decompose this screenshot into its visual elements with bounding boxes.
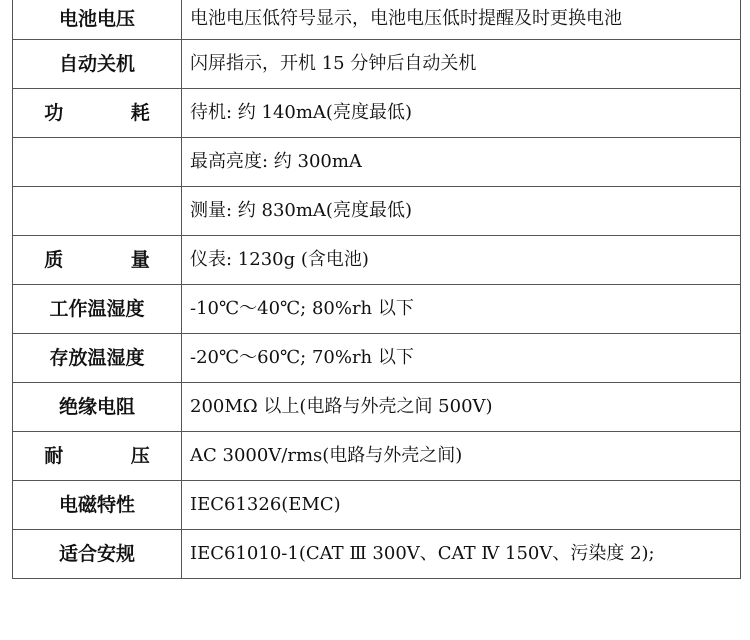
spec-key: 功 耗 bbox=[13, 89, 182, 138]
spec-value: -10℃～40℃; 80%rh 以下 bbox=[182, 285, 741, 334]
spec-key: 耐 压 bbox=[13, 432, 182, 481]
spec-key: 适合安规 bbox=[13, 530, 182, 579]
spec-row-power-max-brightness bbox=[13, 138, 741, 187]
spec-key: 工作温湿度 bbox=[13, 285, 182, 334]
spec-row-withstand-voltage bbox=[13, 432, 741, 481]
spec-table bbox=[12, 0, 741, 579]
spec-row-power-consumption bbox=[13, 89, 741, 138]
spec-row-operating-env bbox=[13, 285, 741, 334]
spec-value: 仪表: 1230g (含电池) bbox=[182, 236, 741, 285]
spec-value: -20℃～60℃; 70%rh 以下 bbox=[182, 334, 741, 383]
spec-value: 待机: 约 140mA(亮度最低) bbox=[182, 89, 741, 138]
spec-key: 存放温湿度 bbox=[13, 334, 182, 383]
spec-row-weight bbox=[13, 236, 741, 285]
spec-row-safety bbox=[13, 530, 741, 579]
spec-value: 最高亮度: 约 300mA bbox=[182, 138, 741, 187]
spec-row-insulation bbox=[13, 383, 741, 432]
spec-row-auto-off bbox=[13, 40, 741, 89]
spec-row-emc bbox=[13, 481, 741, 530]
spec-key bbox=[13, 138, 182, 187]
spec-value: IEC61010-1(CAT Ⅲ 300V、CAT Ⅳ 150V、污染度 2); bbox=[182, 530, 741, 579]
spec-value: IEC61326(EMC) bbox=[182, 481, 741, 530]
spec-value: 闪屏指示，开机 15 分钟后自动关机 bbox=[182, 40, 741, 89]
spec-value: 电池电压低符号显示，电池电压低时提醒及时更换电池 bbox=[182, 0, 741, 40]
spec-value: 200MΩ 以上(电路与外壳之间 500V) bbox=[182, 383, 741, 432]
spec-key: 电池电压 bbox=[13, 0, 182, 40]
spec-row-battery-voltage bbox=[13, 0, 741, 40]
spec-value: AC 3000V/rms(电路与外壳之间) bbox=[182, 432, 741, 481]
spec-row-power-measurement bbox=[13, 187, 741, 236]
spec-key: 自动关机 bbox=[13, 40, 182, 89]
spec-key: 质 量 bbox=[13, 236, 182, 285]
spec-value: 测量: 约 830mA(亮度最低) bbox=[182, 187, 741, 236]
spec-row-storage-env bbox=[13, 334, 741, 383]
spec-key: 电磁特性 bbox=[13, 481, 182, 530]
spec-key bbox=[13, 187, 182, 236]
spec-key: 绝缘电阻 bbox=[13, 383, 182, 432]
